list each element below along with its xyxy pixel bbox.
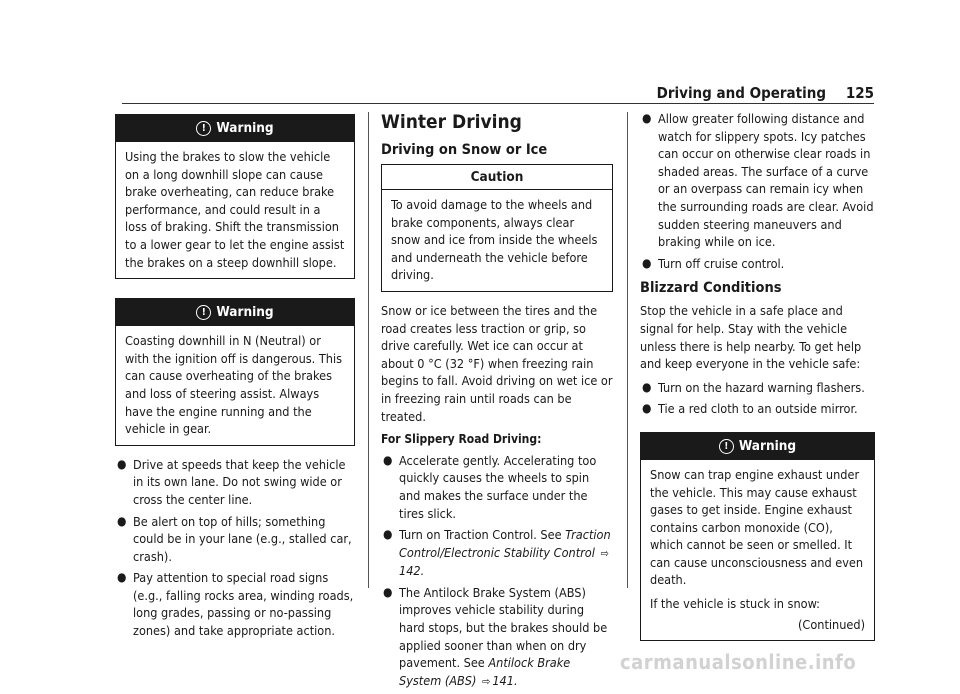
bullet-icon: ● — [642, 379, 652, 394]
warning-box — [115, 114, 355, 279]
paragraph: Stop the vehicle in a safe place and signal for help. Stay with the vehicle unless there is help nearby. To get help and keep everyone in the vehicle safe: — [640, 303, 862, 372]
subsection-heading: Blizzard Conditions — [640, 280, 782, 297]
list-item: ● The Antilock Brake System (ABS) improves vehicle stability during hard stops, but the brakes should be applied sooner than when on dry pavement. See Antilock Brake System (ABS) ⇨ 141. — [381, 584, 613, 691]
list-item: ● Pay attention to special road signs (e.g., falling rocks area, winding roads, long grades, passing or no-passing zones) and take appropriate action. — [117, 570, 354, 639]
warning-header: ! Warning — [116, 299, 354, 326]
bullet-icon: ● — [383, 452, 393, 467]
page-ref-icon: ⇨ — [600, 546, 609, 560]
bullet-icon: ● — [117, 456, 127, 471]
caution-box — [381, 164, 613, 292]
list-item: ● Allow greater following distance and watch for slippery spots. Icy patches can occur on otherwise clear roads in shaded areas. The surface of a curve or an overpass can remain icy when the surrounding roads are clear. Avoid sudden steering maneuvers and braking while on ice. — [642, 111, 874, 250]
section-heading: Winter Driving — [381, 111, 522, 133]
caution-text: To avoid damage to the wheels and brake components, always clear snow and ice from inside the wheels and underneath the vehicle before driving. — [391, 197, 598, 283]
column-divider-1 — [368, 112, 369, 588]
list-item: ● Turn off cruise control. — [642, 255, 785, 271]
bullet-icon: ● — [642, 111, 652, 125]
column-divider-2 — [627, 112, 628, 588]
continued-label: (Continued) — [798, 616, 865, 632]
warning-text: Snow can trap engine exhaust under the vehicle. This may cause exhaust gases to get inside. Engine exhaust contains carbon monoxide (CO), which cannot be seen or smelled. It can cause unconsciousness and even death. — [650, 466, 864, 588]
list-item: ● Drive at speeds that keep the vehicle in its own lane. Do not swing wide or cross the center line. — [117, 456, 346, 507]
caution-header: Caution — [382, 165, 612, 190]
page-ref-number[interactable]: 142 — [399, 563, 421, 579]
header-rule — [122, 103, 874, 104]
slippery-road-label: For Slippery Road Driving: — [381, 432, 542, 447]
bullet-icon: ● — [383, 527, 393, 542]
list-item: ● Tie a red cloth to an outside mirror. — [642, 401, 858, 417]
warning-header: ! Warning — [116, 115, 354, 142]
page-ref-icon: ⇨ — [482, 674, 491, 688]
bullet-icon: ● — [642, 401, 652, 416]
column-2 — [381, 110, 613, 694]
warning-text: Using the brakes to slow the vehicle on a long downhill slope can cause brake overheating, can reduce brake performance, and could result in a loss of braking. Shift the transmission to a lower gear to let the engine assist the brakes on a steep downhill slope. — [125, 149, 345, 270]
bullet-icon: ● — [642, 255, 652, 270]
column-3 — [640, 110, 875, 641]
cross-reference-link[interactable]: Antilock Brake System (ABS) — [399, 655, 571, 688]
warning-text: If the vehicle is stuck in snow: — [650, 596, 820, 612]
warning-box — [640, 432, 875, 641]
list-item: ● Be alert on top of hills; something could be in your lane (e.g., stalled car, crash). — [117, 513, 352, 564]
list-item: ● Accelerate gently. Accelerating too quickly causes the wheels to spin and makes the surface under the tires slick. — [383, 452, 597, 521]
paragraph: Snow or ice between the tires and the road creates less traction or grip, so drive carefully. Wet ice can occur at about 0 °C (32 °F) when freezing rain begins to fall. Avoid driving on wet ice or in freezing rain until roads can be treated. — [381, 302, 613, 424]
section-title: Driving and Operating — [656, 84, 826, 102]
cross-reference-link[interactable]: Traction Control/Electronic Stability Control — [399, 527, 611, 560]
page-header — [656, 84, 874, 102]
subsection-heading: Driving on Snow or Ice — [381, 142, 548, 158]
warning-text: Coasting downhill in N (Neutral) or with the ignition off is dangerous. This can cause overheating of the brakes and loss of steering assist. Always have the engine running and the vehicle in gear. — [125, 333, 343, 437]
watermark: carmanualsonline.info — [620, 650, 857, 674]
bullet-icon: ● — [383, 584, 393, 599]
bullet-icon: ● — [117, 513, 127, 528]
warning-header: ! Warning — [641, 433, 874, 460]
list-item: ● Turn on Traction Control. See Traction Control/Electronic Stability Control ⇨142. — [383, 527, 611, 579]
bullet-icon: ● — [117, 570, 127, 585]
warning-icon: ! — [719, 439, 734, 454]
page-number: 125 — [845, 84, 874, 102]
warning-box — [115, 298, 355, 446]
column-1 — [115, 110, 355, 644]
page-ref-number[interactable]: 141 — [492, 672, 514, 688]
warning-icon: ! — [196, 305, 211, 320]
warning-icon: ! — [196, 121, 211, 136]
list-item: ● Turn on the hazard warning flashers. — [642, 379, 865, 395]
